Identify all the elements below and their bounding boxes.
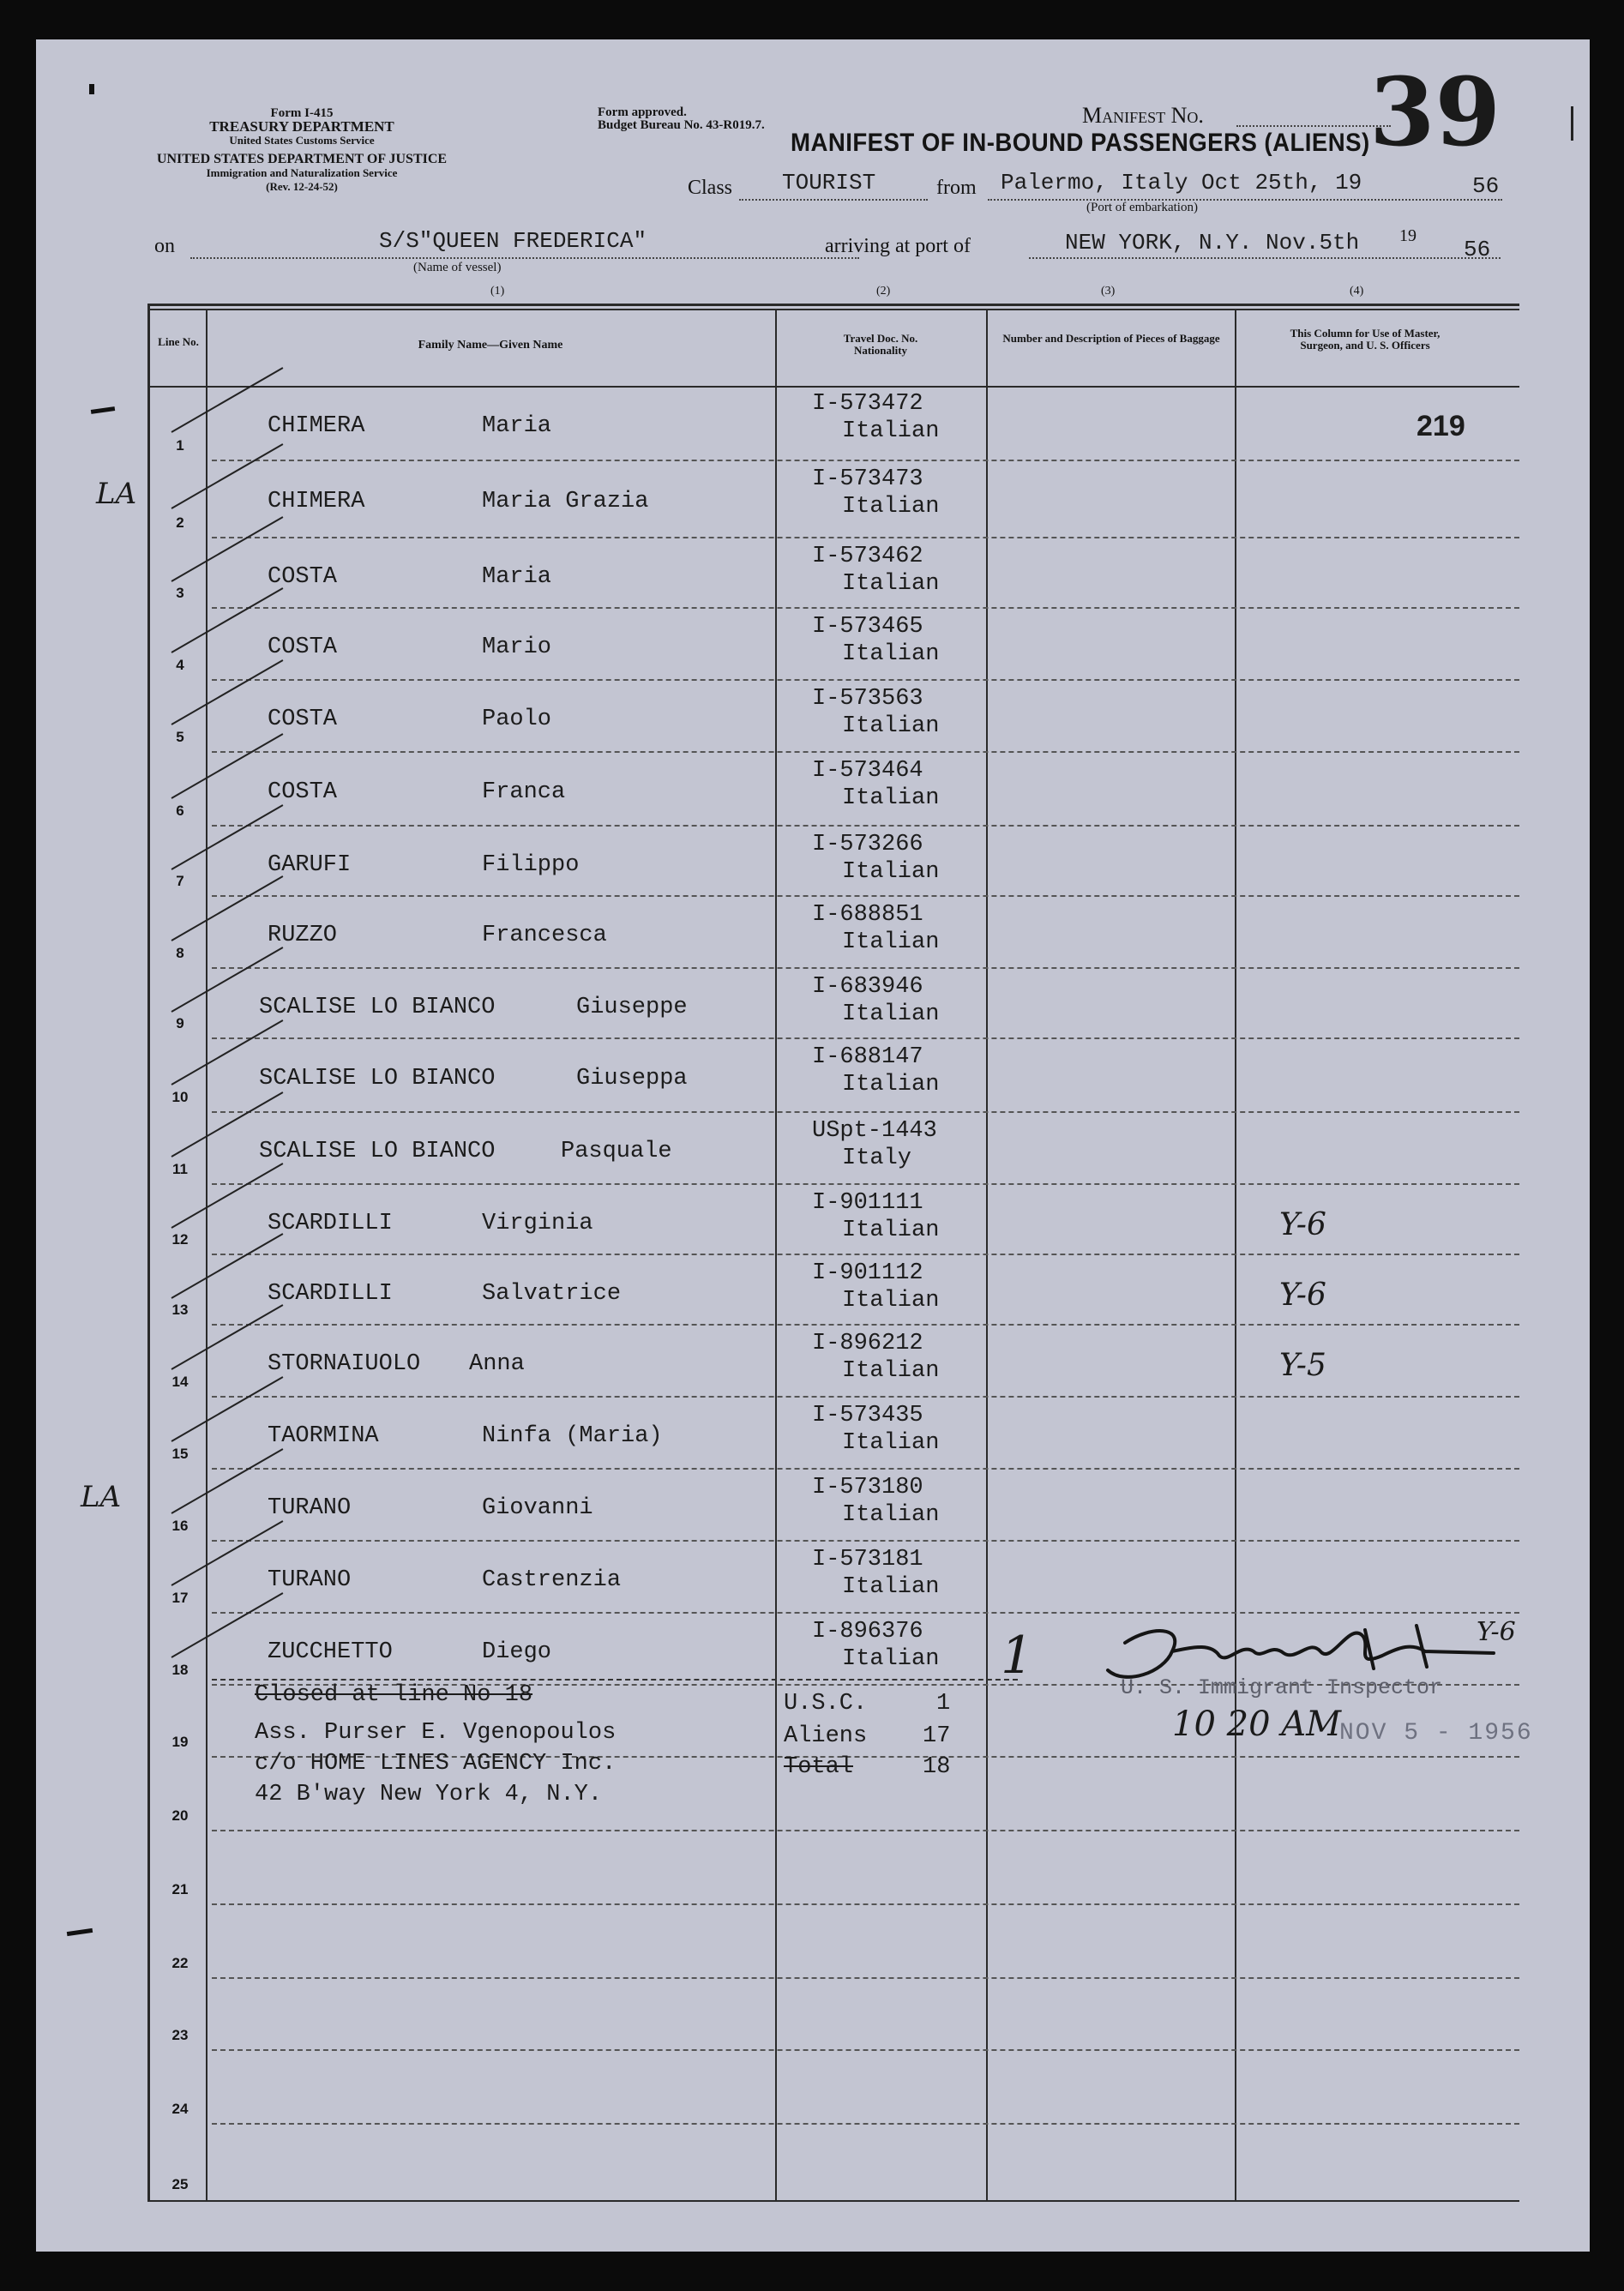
nationality: Italy — [842, 1146, 912, 1171]
nationality: Italian — [842, 1072, 940, 1097]
family-name: SCARDILLI — [268, 1210, 393, 1236]
family-name: CHIMERA — [268, 489, 365, 515]
given-name: Maria Grazia — [482, 489, 649, 515]
approved-label: Form approved. — [598, 105, 687, 119]
row-divider — [212, 1254, 1519, 1255]
vessel-line — [190, 257, 859, 259]
given-name: Giovanni — [482, 1495, 593, 1522]
travel-doc-number: I-573563 — [812, 686, 923, 712]
line-number: 14 — [171, 1374, 189, 1390]
family-name: SCALISE LO BIANCO — [259, 1065, 496, 1091]
officer-note: 219 — [1416, 410, 1465, 442]
given-name: Diego — [482, 1639, 552, 1666]
vessel-caption: (Name of vessel) — [413, 261, 502, 274]
nationality: Italian — [842, 929, 940, 955]
row-divider — [212, 1324, 1519, 1326]
row-divider — [212, 1183, 1519, 1185]
line-number: 25 — [171, 2176, 189, 2192]
baggage-count-mark: 1 — [1001, 1626, 1034, 1686]
row-divider — [212, 607, 1519, 609]
header-bottom-rule — [147, 386, 1519, 388]
given-name: Mario — [482, 634, 552, 661]
given-name: Giuseppe — [576, 994, 688, 1020]
row-divider — [212, 1396, 1519, 1398]
line-number: 6 — [176, 803, 184, 819]
line-number: 21 — [171, 1881, 189, 1897]
ins-label: Immigration and Naturalization Service — [206, 166, 398, 179]
officer-note: Y-5 — [1279, 1348, 1326, 1383]
justice-label: UNITED STATES DEPARTMENT OF JUSTICE — [156, 152, 448, 166]
family-name: SCALISE LO BIANCO — [259, 994, 496, 1020]
nationality: Italian — [842, 1646, 940, 1672]
family-name: COSTA — [268, 563, 338, 590]
total-count: 18 — [923, 1754, 951, 1780]
family-name: COSTA — [268, 707, 338, 733]
given-name: Filippo — [482, 851, 580, 878]
row-divider — [212, 1612, 1519, 1614]
family-name: TURANO — [268, 1567, 352, 1594]
nationality: Italian — [842, 494, 940, 520]
col-num-1: (1) — [490, 285, 505, 298]
officer-note: Y-6 — [1279, 1207, 1326, 1242]
closing-strike-line — [212, 1679, 1018, 1681]
family-name: RUZZO — [268, 923, 338, 949]
line-number: 23 — [171, 2027, 189, 2043]
arrival-year: 56 — [1464, 237, 1491, 262]
nationality: Italian — [842, 859, 940, 885]
col-header-name: Family Name—Given Name — [418, 339, 563, 352]
given-name: Paolo — [482, 707, 552, 733]
manifest-no-line — [1236, 125, 1391, 127]
form-header-treasury — [147, 106, 456, 147]
family-name: GARUFI — [268, 851, 352, 878]
col-num-4: (4) — [1350, 285, 1364, 298]
margin-dash-1 — [91, 406, 115, 414]
date-stamp: NOV 5 - 1956 — [1339, 1720, 1533, 1747]
line-number: 1 — [176, 437, 184, 454]
agency-name: c/o HOME LINES AGENCY Inc. — [255, 1751, 617, 1777]
travel-doc-number: I-683946 — [812, 974, 923, 1000]
line-number: 18 — [171, 1662, 189, 1678]
given-name: Franca — [482, 779, 566, 805]
left-border — [147, 304, 150, 2202]
row-divider — [212, 537, 1519, 538]
nationality: Italian — [842, 1574, 940, 1600]
margin-mark-2: LA — [81, 1480, 122, 1514]
family-name: COSTA — [268, 779, 338, 805]
revision-label: (Rev. 12-24-52) — [266, 180, 338, 193]
row-divider — [212, 2123, 1519, 2125]
row-divider — [212, 751, 1519, 753]
nationality: Italian — [842, 785, 940, 811]
aliens-count: 17 — [923, 1723, 951, 1749]
class-value: TOURIST — [782, 170, 876, 195]
family-name: ZUCCHETTO — [268, 1639, 393, 1666]
nationality: Italian — [842, 418, 940, 444]
arrival-port-value: NEW YORK, N.Y. Nov.5th — [1065, 230, 1360, 256]
given-name: Pasquale — [561, 1139, 672, 1165]
doc-col-divider — [986, 309, 988, 2202]
line-number: 2 — [176, 514, 184, 531]
given-name: Francesca — [482, 923, 607, 949]
row-divider — [212, 1540, 1519, 1542]
port-embark-caption: (Port of embarkation) — [1086, 201, 1198, 214]
nationality: Italian — [842, 641, 940, 667]
line-number: 24 — [171, 2101, 189, 2117]
arrival-line — [1029, 257, 1501, 259]
arriving-label: arriving at port of — [825, 235, 971, 257]
name-col-divider — [775, 309, 777, 2202]
travel-doc-number: USpt-1443 — [812, 1118, 937, 1144]
inspector-title: U. S. Immigrant Inspector — [1121, 1675, 1443, 1700]
budget-label: Budget Bureau No. 43-R019.7. — [598, 118, 765, 132]
line-number: 11 — [172, 1161, 188, 1177]
baggage-col-divider — [1235, 309, 1236, 2202]
given-name: Anna — [469, 1351, 525, 1378]
travel-doc-number: I-573465 — [812, 614, 923, 640]
closed-at-line: Closed at line No 18 — [255, 1682, 533, 1708]
nationality: Italian — [842, 1358, 940, 1384]
manifest-number: 39 — [1369, 57, 1501, 167]
given-name: Maria — [482, 412, 552, 439]
margin-mark-1: LA — [96, 477, 137, 511]
family-name: SCALISE LO BIANCO — [259, 1139, 496, 1165]
nationality: Italian — [842, 1430, 940, 1456]
line-number: 9 — [176, 1015, 184, 1031]
class-label: Class — [688, 177, 733, 199]
purser-name: Ass. Purser E. Vgenopoulos — [255, 1720, 617, 1746]
inspection-time: 10 20 AM — [1172, 1705, 1342, 1744]
family-name: STORNAIUOLO — [268, 1351, 421, 1378]
embark-year: 56 — [1472, 173, 1500, 199]
vessel-name: S/S"QUEEN FREDERICA" — [379, 228, 647, 254]
line-number: 22 — [171, 1955, 189, 1971]
row-divider — [212, 825, 1519, 827]
on-label: on — [154, 235, 175, 257]
row-divider — [212, 2049, 1519, 2051]
nationality: Italian — [842, 713, 940, 739]
table-top-rule — [147, 304, 1519, 306]
form-header-justice — [147, 153, 456, 194]
from-line — [988, 199, 1502, 201]
arrival-19: 19 — [1399, 226, 1416, 245]
check-slash-mark — [171, 367, 284, 433]
line-number: 3 — [176, 585, 184, 601]
officer-note: Y-6 — [1279, 1278, 1326, 1313]
line-no-divider — [206, 309, 208, 2202]
family-name: TAORMINA — [268, 1423, 379, 1450]
embark-port-value: Palermo, Italy Oct 25th, 19 — [1001, 170, 1362, 195]
budget-approval — [598, 106, 765, 132]
nationality: Italian — [842, 1001, 940, 1027]
family-name: SCARDILLI — [268, 1280, 393, 1307]
given-name: Virginia — [482, 1210, 593, 1236]
given-name: Maria — [482, 563, 552, 590]
nationality: Italian — [842, 571, 940, 597]
row-divider — [212, 1111, 1519, 1113]
margin-dash-2 — [67, 1928, 93, 1936]
travel-doc-number: I-688147 — [812, 1044, 923, 1070]
travel-doc-number: I-573181 — [812, 1547, 923, 1572]
family-name: TURANO — [268, 1495, 352, 1522]
line-number: 10 — [171, 1089, 189, 1105]
line-number: 12 — [171, 1231, 189, 1248]
col-header-baggage: Number and Description of Pieces of Baggage — [1002, 332, 1220, 345]
travel-doc-number: I-573435 — [812, 1403, 923, 1428]
col-header-doc: Travel Doc. No. Nationality — [843, 332, 918, 357]
line-number: 7 — [176, 873, 184, 889]
nationality: Italian — [842, 1218, 940, 1243]
col-num-2: (2) — [876, 285, 891, 298]
given-name: Salvatrice — [482, 1280, 622, 1307]
travel-doc-number: I-901111 — [812, 1190, 923, 1216]
usc-count: 1 — [936, 1691, 951, 1717]
manifest-sheet — [36, 39, 1590, 2252]
row-divider — [212, 460, 1519, 461]
table-top-rule-2 — [147, 309, 1519, 310]
travel-doc-number: I-573473 — [812, 466, 923, 492]
row-divider — [212, 1468, 1519, 1470]
line-number: 20 — [171, 1807, 189, 1824]
row-divider — [212, 1037, 1519, 1039]
line-number: 19 — [171, 1734, 189, 1750]
travel-doc-number: I-573266 — [812, 832, 923, 857]
line-number: 13 — [171, 1302, 189, 1318]
row-divider — [212, 1903, 1519, 1905]
manifest-no-label: Manifest No. — [1082, 103, 1204, 128]
row-divider — [212, 895, 1519, 897]
family-name: CHIMERA — [268, 412, 365, 439]
given-name: Giuseppa — [576, 1065, 688, 1091]
form-title: MANIFEST OF IN-BOUND PASSENGERS (ALIENS) — [791, 129, 1370, 157]
travel-doc-number: I-896376 — [812, 1619, 923, 1645]
table-bottom-rule — [147, 2200, 1519, 2202]
col-header-line: Line No. — [158, 335, 199, 348]
nationality: Italian — [842, 1288, 940, 1314]
aliens-label: Aliens — [784, 1723, 868, 1749]
from-label: from — [936, 177, 977, 199]
treasury-label: TREASURY DEPARTMENT — [209, 118, 394, 135]
total-label: Total — [784, 1754, 854, 1780]
travel-doc-number: I-573464 — [812, 758, 923, 784]
travel-doc-number: I-573472 — [812, 391, 923, 417]
customs-label: United States Customs Service — [229, 134, 375, 147]
line-number: 15 — [171, 1446, 189, 1462]
col-num-3: (3) — [1101, 285, 1116, 298]
row-divider — [212, 679, 1519, 681]
nationality: Italian — [842, 1502, 940, 1528]
given-name: Castrenzia — [482, 1567, 622, 1594]
travel-doc-number: I-573180 — [812, 1475, 923, 1500]
class-line — [739, 199, 928, 201]
family-name: COSTA — [268, 634, 338, 661]
form-number: Form I-415 — [270, 106, 334, 120]
travel-doc-number: I-573462 — [812, 544, 923, 569]
col-header-officers: This Column for Use of Master, Surgeon, and U. S. Officers — [1290, 327, 1441, 352]
margin-dot — [89, 84, 94, 94]
line-number: 5 — [176, 729, 184, 745]
line-number: 4 — [176, 657, 184, 673]
line-number: 16 — [171, 1518, 189, 1534]
travel-doc-number: I-901112 — [812, 1260, 923, 1286]
row-divider — [212, 1977, 1519, 1979]
travel-doc-number: I-688851 — [812, 902, 923, 928]
line-number: 17 — [171, 1590, 189, 1606]
line-number: 8 — [176, 945, 184, 961]
agency-address: 42 B'way New York 4, N.Y. — [255, 1782, 603, 1807]
edge-tick-mark — [1571, 106, 1573, 141]
travel-doc-number: I-896212 — [812, 1331, 923, 1356]
given-name: Ninfa (Maria) — [482, 1423, 663, 1450]
signature-note: Y-6 — [1477, 1617, 1516, 1647]
row-divider — [212, 1830, 1519, 1831]
usc-label: U.S.C. — [784, 1691, 868, 1717]
row-divider — [212, 967, 1519, 969]
